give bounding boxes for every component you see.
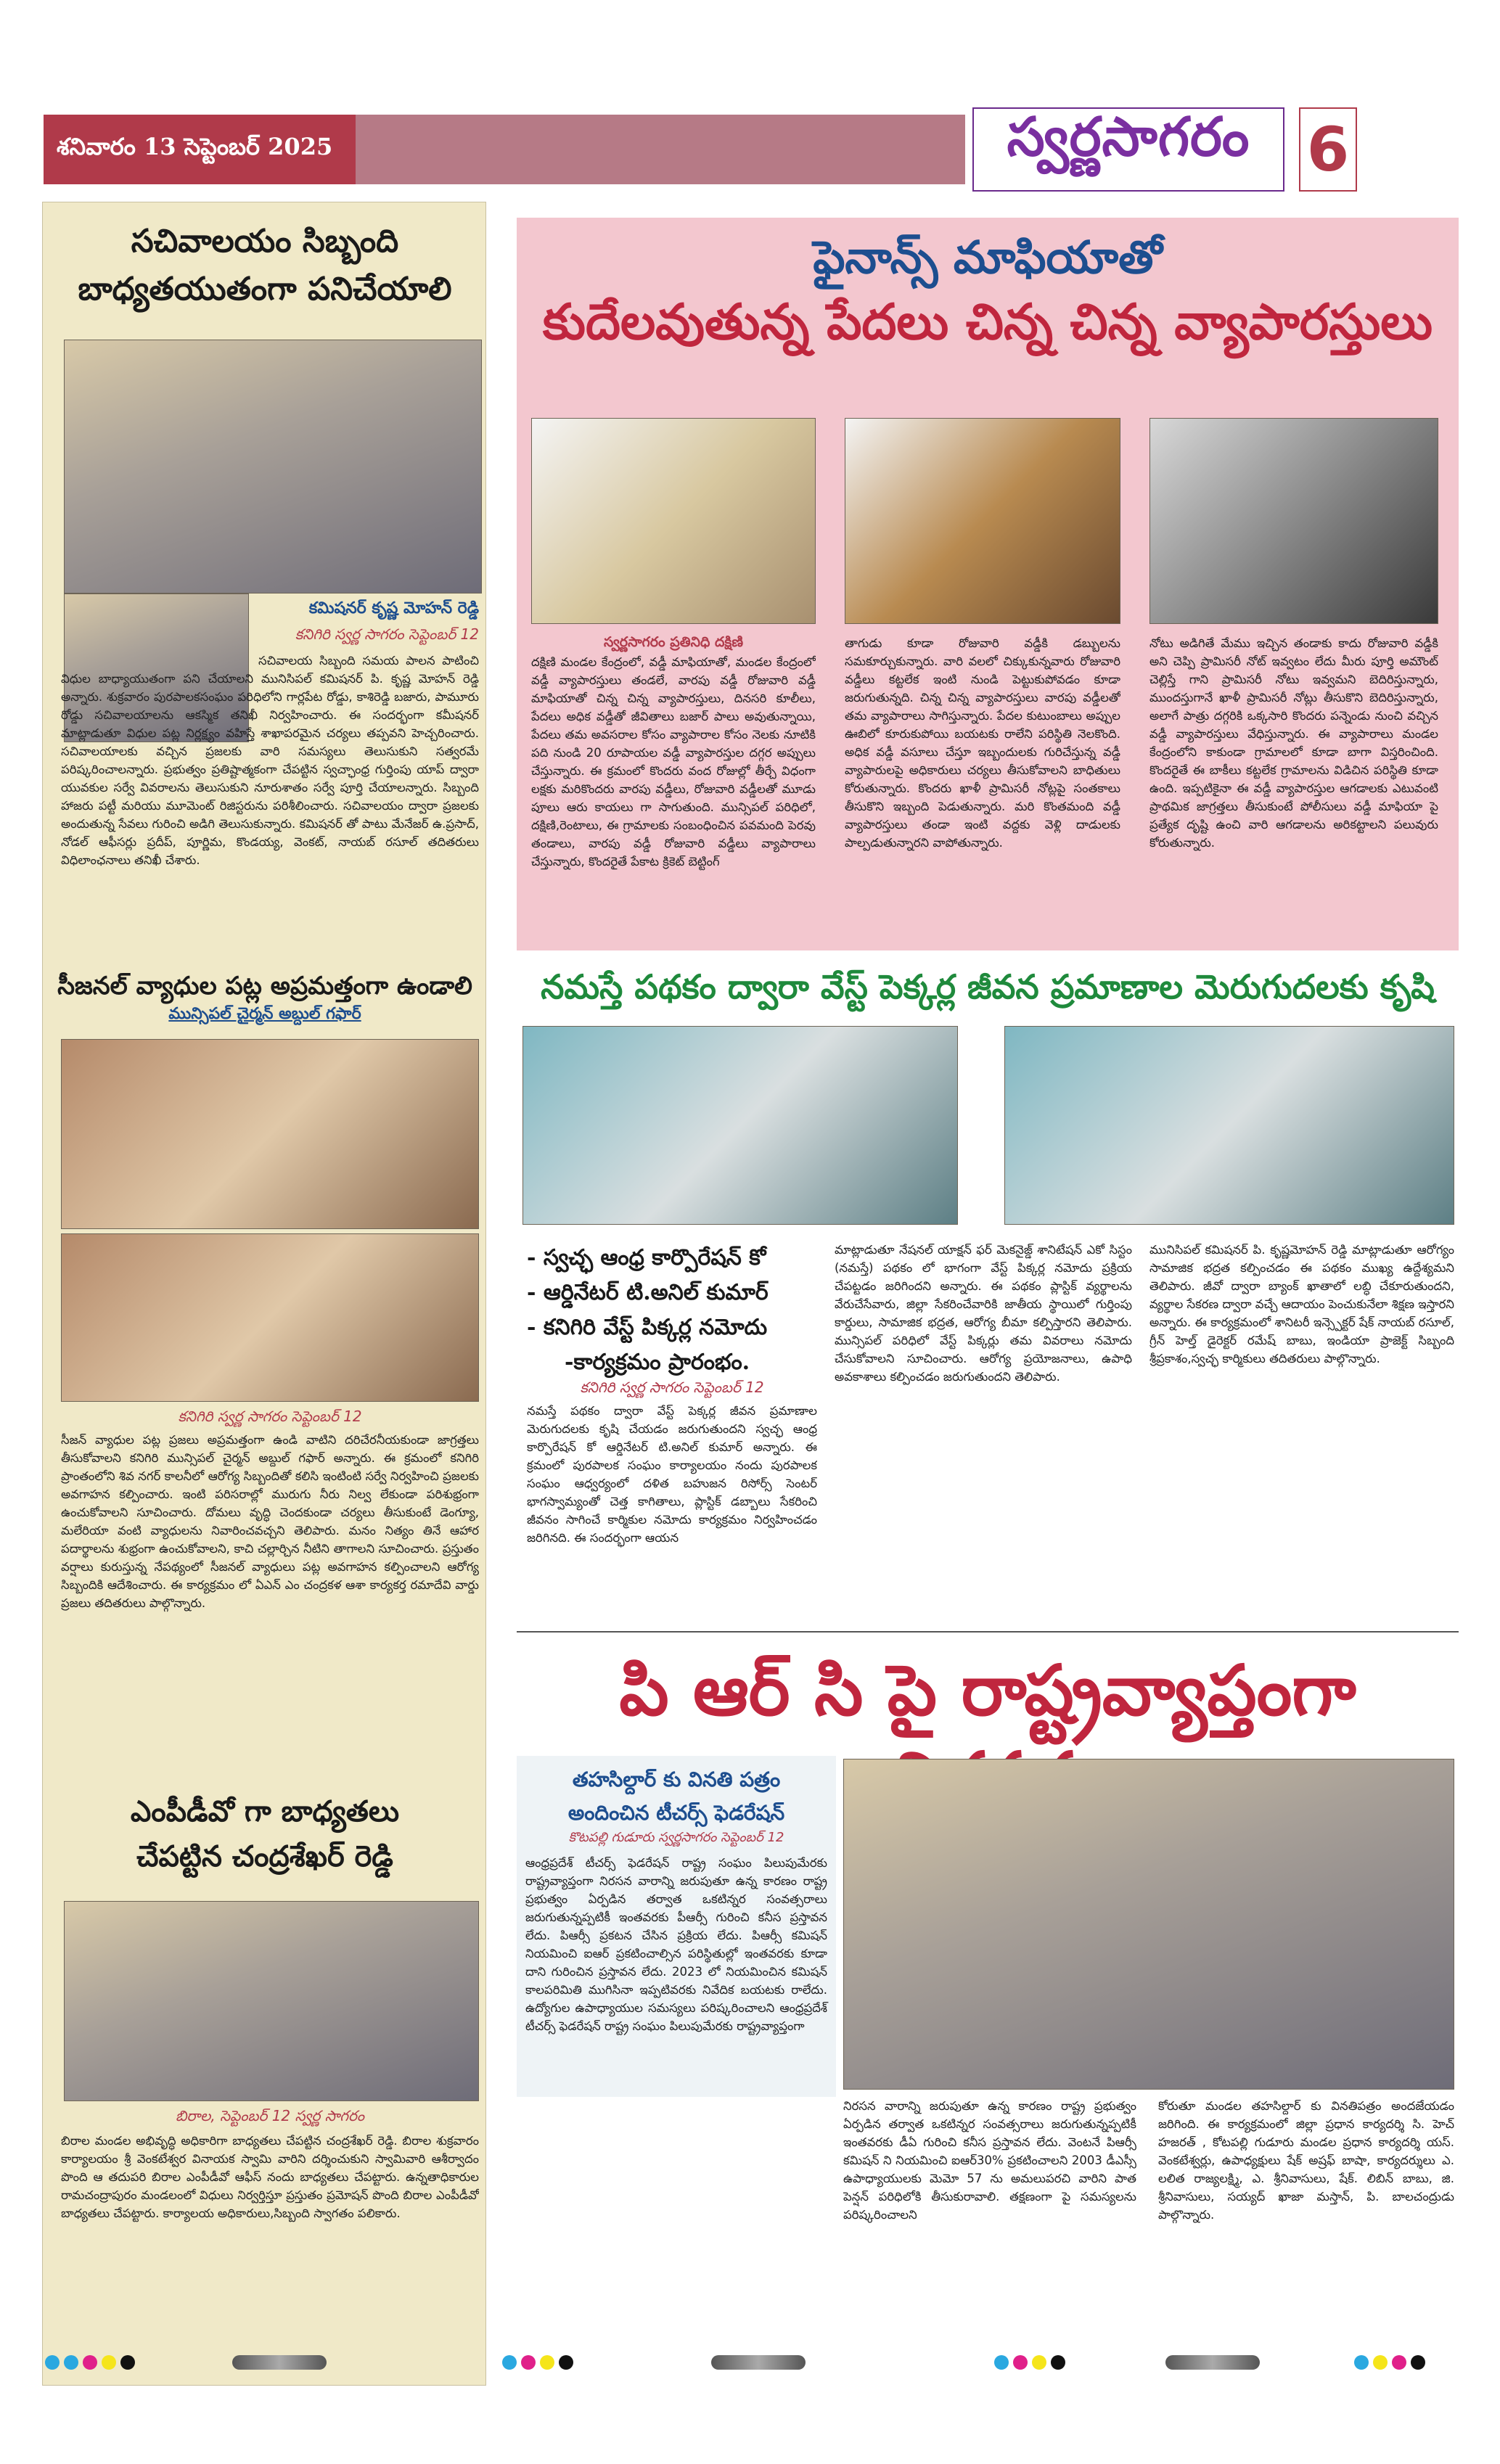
prc-subhead-line2: అందించిన టీచర్స్ ఫెడరేషన్ [567, 1801, 785, 1825]
story2-subhead: మున్సిపల్ చైర్మన్ అబ్దుల్ గఫార్ [168, 1004, 361, 1023]
reg-dot-cyan [1354, 2355, 1369, 2370]
reg-dot-cyan [502, 2355, 517, 2370]
reg-dot-black [1411, 2355, 1425, 2370]
section-divider [517, 1631, 1459, 1633]
story3-headline-line2: చేపట్టిన చంద్రశేఖర్ రెడ్డి [136, 1839, 393, 1873]
namaste-meeting-photo-1 [522, 1026, 958, 1225]
story2-body: సీజన్ వ్యాధుల పట్ల ప్రజలు అప్రమత్తంగా ఉండి వాటిని దరిచేరనీయకుండా జాగ్రత్తలు తీసుకోవాలని కనిగిరి మున్సిపల్ చైర్మన్ అబ్దుల్ గఫార్ అన్నారు. ఈ క్రమంలో కనిగిరి ప్రాంతంలోని శివ నగర్ కాలనీలో ఆరోగ్య సిబ్బందితో కలిసి ఇంటింటి సర్వే నిర్వహించి ప్రజలకు అవగాహన కల్పించారు. ఇంటి పరిసరాల్లో మురుగు నీరు నిల్వ లేకుండా పరిశుభ్రంగా ఉంచుకోవాలని సూచించారు. దోమలు వృద్ధి చెందకుండా చర్యలు తీసుకుంటే డెంగ్యూ, మలేరియా వంటి వ్యాధులను నివారించవచ్చని తెలిపారు. మనం నిత్యం తినే ఆహార పదార్థాలను శుభ్రంగా ఉంచుకోవాలని, కాచి చల్లార్చిన నీటిని తాగాలని సూచించారు. ప్రస్తుతం వర్షాలు కురుస్తున్న నేపథ్యంలో సీజనల్ వ్యాధులు పట్ల అవగాహన కల్పించాలని ఆరోగ్య సిబ్బందికి ఆదేశించారు. ఈ కార్యక్రమం లో ఏఎన్ ఎం చంద్రకళ ఆశా కార్యకర్త రమాదేవి వార్డు ప్రజలు తదితరులు పాల్గొన్నారు. [61, 1433, 479, 1610]
namaste-body-col3: మునిసిపల్ కమిషనర్ పి. కృష్ణమోహన్ రెడ్డి మాట్లాడుతూ ఆరోగ్యం సామాజిక భద్రత కల్పించడం ఈ పథకం ముఖ్య ఉద్దేశ్యమని తెలిపారు. జీవో ద్వారా బ్యాంక్ ఖాతాలో లబ్ధి చేకూరుతుందని, వ్యర్థాల సేకరణ ద్వారా వచ్చే ఆదాయం పెంచుకునేలా శిక్షణ ఇస్తారని అన్నారు. ఈ కార్యక్రమంలో శానిటరీ ఇన్స్పెక్టర్ షేక్ నాయబ్ రసూల్, గ్రీన్ హెల్త్ డైరెక్టర్ రమేష్ బాబు, ఇండియా ప్రాజెక్ట్ సిబ్బంది శ్రీప్రకాశం,స్వచ్ఛ కార్మికులు తదితరులు పాల్గొన్నారు. [1149, 1243, 1454, 1366]
logo-text: స్వర్ణసాగరం [1007, 106, 1250, 168]
mpdo-office-photo [64, 1901, 479, 2101]
reg-bar [1165, 2355, 1260, 2370]
reg-dot-magenta [83, 2355, 97, 2370]
finance-byline: స్వర్ణసాగరం ప్రతినిధి దక్షిణి [603, 634, 744, 650]
finance-headline-line1: ఫైనాన్స్ మాఫియాతో [813, 231, 1163, 284]
reg-dot-black [1051, 2355, 1065, 2370]
masthead-decor-bar [356, 115, 965, 184]
reg-dot-cyan [64, 2355, 78, 2370]
story1-headline [51, 218, 479, 313]
story2-headline: సీజనల్ వ్యాధుల పట్ల అప్రమత్తంగా ఉండాలి [57, 972, 472, 1001]
story1-headline-line2: బాధ్యతయుతంగా పనిచేయాలి [78, 271, 452, 308]
prc-headline: పి ఆర్ సి పై రాష్ట్రవ్యాప్తంగా [619, 1649, 1356, 1731]
prc-subhead-line1: తహసిల్దార్ కు వినతి పత్రం [572, 1767, 781, 1791]
reg-dot-yellow [540, 2355, 554, 2370]
date-strip [44, 115, 356, 184]
finance-headline-banner [517, 218, 1459, 392]
story3-headline-line1: ఎంపీడీవో గా బాధ్యతలు [130, 1794, 400, 1828]
namaste-bullet: -కార్యక్రమం ప్రారంభం. [565, 1350, 750, 1375]
reg-dot-magenta [1013, 2355, 1028, 2370]
page-number: 6 [1299, 107, 1357, 192]
money-bag-photo [845, 418, 1120, 624]
namaste-bullet: - ఆర్డినేటర్ టి.అనిల్ కుమార్ [527, 1280, 769, 1305]
story1-headline-line1: సచివాలయం సిబ్బంది [131, 223, 399, 260]
distressed-person-photo [1149, 418, 1438, 624]
namaste-bullet: - స్వచ్ఛ ఆంధ్ర కార్పొరేషన్ కో [527, 1245, 766, 1270]
story2-dateline: కనిగిరి స్వర్ణ సాగరం సెప్టెంబర్ 12 [178, 1408, 362, 1425]
issue-date: శనివారం 13 సెప్టెంబర్ 2025 [57, 133, 333, 160]
story3-dateline: బిరాల, సెప్టెంబర్ 12 స్వర్ణ సాగరం [176, 2107, 364, 2124]
prc-subhead-box [517, 1756, 836, 2097]
namaste-headline: నమస్తే పథకం ద్వారా వేస్ట్ పెక్కర్ల జీవన ప్రమాణాల మెరుగుదలకు కృషి [541, 967, 1435, 1006]
reg-dot-magenta [521, 2355, 536, 2370]
reg-dot-cyan [994, 2355, 1009, 2370]
namaste-bullet-list [527, 1241, 817, 1380]
story1-body: సచివాలయ సిబ్బంది సమయ పాలన పాటించి విధుల బాధ్యాయుతంగా పని చేయాలని మునిసిపల్ కమిషనర్ పి. కృష్ణ మోహన్ రెడ్డి అన్నారు. శుక్రవారం పురపాలకసంఘం పరిధిలోని గార్లపేట రోడ్డు, కాశిరెడ్డి బజారు, పామూరు రోడ్డు సచివాలయాలను ఆకస్మిక తనిఖీ నిర్వహించారు. ఈ సందర్భంగా కమీషనర్ మాట్లాడుతూ విధుల పట్ల నిర్లక్ష్యం వహిస్తే శాఖాపరమైన చర్యలు తప్పవని హెచ్చరించారు. సచివాలయాలకు వచ్చిన ప్రజలకు వారి సమస్యలు తెలుసుకుని సత్వరమే పరిష్కరించాలన్నారు. ప్రభుత్వం ప్రతిష్టాత్మకంగా చేపట్టిన స్వచ్ఛాంధ్ర గుర్తింపు యాప్ ద్వారా యువకుల సర్వే వివరాలను తెలుసుకుని నూరుశాతం సర్వే పూర్తి చేయాలన్నారు. సిబ్బంది హాజరు పట్టీ మరియు మూమెంట్ రిజిస్టరును పరిశీలించారు. సచివాలయం ద్వారా ప్రజలకు అందుతున్న సేవలు గురించి అడిగి తెలుసుకున్నారు. కమిషనర్ తో పాటు మేనేజర్ ఉ.ప్రసాద్, నోడల్ ఆఫీసర్లు ప్రదీప్, పూర్ణిమ, కొండయ్య, వెంకట్, నాయబ్ రసూల్ తదితరులు విధిలాంఛనాలు తనిఖీ చేశారు. [61, 654, 479, 867]
prc-body-col2: నిరసన వారాన్ని జరుపుతూ ఉన్న కారణం రాష్ట్ర ప్రభుత్వం ఏర్పడిన తర్వాత ఒకటిన్నర సంవత్సరాలు జరుగుతున్నప్పటికీ ఇంతవరకు డీఏ గురించి కనీస ప్రస్తావన లేదు. వెంటనే పిఆర్సీ కమిషన్ ని నియమించి ఐఆర్30% ప్రకటించాలని 2003 డీఎస్సీ ఉపాధ్యాయులకు మెమో 57 ను అమలుపరచి వారిని పాత పెన్షన్ పరిధిలోకి తీసుకురావాలి. తక్షణంగా పై సమస్యలను పరిష్కరించాలని [843, 2099, 1136, 2222]
commissioner-office-photo [64, 340, 482, 594]
health-survey-photo-2 [61, 1233, 479, 1402]
reg-dot-magenta [1392, 2355, 1406, 2370]
teachers-federation-photo [843, 1759, 1454, 2090]
reg-dot-cyan [45, 2355, 60, 2370]
newspaper-logo [972, 107, 1284, 192]
finance-headline-line2: కుదేలవుతున్న పేదలు చిన్న చిన్న వ్యాపారస్తులు [542, 293, 1433, 351]
finance-body-col2: తాగుడు కూడా రోజువారి వడ్డీకి డబ్బులను సమకూర్చుకున్నారు. వారి వలలో చిక్కుకున్నవారు రోజువారి వడ్డీలు కట్టలేక ఇంటి నుండి పెట్టుకుపోవడం కూడా జరుగుతున్నది. చిన్న చిన్న వ్యాపారస్తులు వారపు వడ్డీలతో తమ వ్యాపారాలు సాగిస్తున్నారు. పేదల కుటుంబాలు అప్పుల ఊబిలో కూరుకుపోయి బయటకు రాలేని పరిస్థితి నెలకొంది. అధిక వడ్డీ వసూలు చేస్తూ ఇబ్బందులకు గురిచేస్తున్న వడ్డీ వ్యాపారులపై అధికారులు చర్యలు తీసుకోవాలని బాధితులు కోరుతున్నారు. కొందరు ఖాళీ ప్రామిసరీ నోట్లపై సంతకాలు తీసుకొని ఇబ్బంది పెడుతున్నారు. మరి కొంతమంది వడ్డీ వ్యాపారస్తులు తండా ఇంటి వద్దకు వెళ్లి దాడులకు పాల్పడుతున్నారని వాపోతున్నారు. [845, 636, 1120, 850]
story1-caption: కమిషనర్ కృష్ణ మోహన్ రెడ్డి [308, 599, 479, 617]
namaste-body-col1: నమస్తే పథకం ద్వారా వేస్ట్ పెక్కర్ల జీవన ప్రమాణాల మెరుగుదలకు కృషి చేయడం జరుగుతుందని స్వచ్ఛ ఆంధ్ర కార్పొరేషన్ కో ఆర్డినేటర్ టి.అనిల్ కుమార్ అన్నారు. ఈ క్రమంలో పురపాలక సంఘం కార్యాలయం నందు పురపాలక సంఘం ఆధ్వర్యంలో దళిత బహుజన రిసోర్స్ సెంటర్ భాగస్వామ్యంతో చెత్త కాగితాలు, ప్లాస్టిక్ డబ్బాలు సేకరించి జీవనం సాగించే కార్మికుల నమోదు కార్యక్రమం నిర్వహించడం జరిగినది. ఈ సందర్భంగా ఆయన [527, 1404, 817, 1545]
finance-body-col1: దక్షిణి మండల కేంద్రంలో, వడ్డీ మాఫియాతో, మండల కేంద్రంలో వడ్డీ వ్యాపారస్తులు తండలే, వారపు వడ్డీ రోజువారి వడ్డీ మాఫియాతో చిన్న చిన్న వ్యాపారస్తులు, దినసరి కూలీలు, పేదలు అధిక వడ్డీతో జీవితాలు బజార్ పాలు అవుతున్నాయి, పేదలు తమ అవసరాల కోసం వ్యాపారాల కోసం నెలకు నూటికి పది నుండి 20 రూపాయల వడ్డీ వ్యాపారస్తుల దగ్గర అప్పులు చేస్తున్నారు. ఈ క్రమంలో కొందరు వంద రోజుల్లో తీర్చే విధంగా లక్షకు మరికొందరు వారపు వడ్డీలు, రోజువారి వడ్డీలతో మూడు పూలు ఆరు కాయలు గా సాగుతుంది. మున్సిపల్ పరిధిలో, దక్షిణి,రెంటాలు, ఈ గ్రామాలకు సంబంధించిన పవమంది పెరవు తండాలు, వారపు వడ్డీ రోజువారి వడ్డీలు వ్యాపారాలు చేస్తున్నారు, కొందరైతే పేకాట క్రికెట్ బెట్టింగ్ [531, 655, 816, 868]
prc-body-col3: కోరుతూ మండల తహసిల్దార్ కు వినతిపత్రం అందజేయడం జరిగింది. ఈ కార్యక్రమంలో జిల్లా ప్రధాన కార్యదర్శి సి. హెచ్ హజరత్ , కోటపల్లి గుడూరు మండల ప్రధాన కార్యదర్శి యస్. వెంకటేశ్వర్లు, ఉపాధ్యక్షులు షేక్ అష్రఫ్ బాషా, కార్యదర్శులు ఎ. లలిత రాజ్యలక్ష్మి, ఎ. శ్రీనివాసులు, షేక్. లిబిన్ బాబు, జి. శ్రీనివాసులు, సయ్యద్ ఖాజా మస్తాన్, పి. బాలచంద్రుడు పాల్గొన్నారు. [1158, 2099, 1454, 2222]
story1-dateline: కనిగిరి స్వర్ణ సాగరం సెప్టెంబర్ 12 [295, 625, 479, 643]
story3-body: బిరాల మండల అభివృద్ధి అధికారిగా బాధ్యతలు చేపట్టిన చంద్రశేఖర్ రెడ్డి. బిరాల శుక్రవారం కార్యాలయం శ్రీ వెంకటేశ్వర వినాయక స్వామి వారిని దర్శించుకుని స్వామివారి ఆశీర్వాదం పొంది ఆ తదుపరి బిరాల ఎంపీడీవో ఆఫీస్ నందు బాధ్యతలు చేపట్టారు. ఉన్నతాధికారుల రామచంద్రాపురం మండలంలో విధులు నిర్వర్తిస్తూ ప్రస్తుతం ప్రమోషన్ పొంది బిరాల ఎంపీడీవో బాధ్యతలు చేపట్టారు. కార్యాలయ అధికారులు,సిబ్బంది స్వాగతం పలికారు. [61, 2134, 479, 2220]
money-exchange-photo [531, 418, 816, 624]
namaste-dateline: కనిగిరి స్వర్ణ సాగరం సెప్టెంబర్ 12 [580, 1379, 764, 1396]
reg-dot-yellow [1032, 2355, 1046, 2370]
reg-bar [711, 2355, 806, 2370]
namaste-bullet: - కనిగిరి వేస్ట్ పిక్కర్ల నమోదు [527, 1315, 768, 1340]
namaste-meeting-photo-2 [1004, 1026, 1454, 1225]
reg-dot-yellow [102, 2355, 116, 2370]
prc-dateline: కొటపల్లి గుడూరు స్వర్ణసాగరం సెప్టెంబర్ 12 [568, 1830, 784, 1845]
reg-bar [232, 2355, 327, 2370]
namaste-body-col2: మాట్లాడుతూ నేషనల్ యాక్షన్ ఫర్ మెకనైజ్డ్ శానిటేషన్ ఎకో సిస్టం (నమస్తే) పథకం లో భాగంగా వేస్ట్ పిక్కర్ల నమోదు ప్రక్రియ చేపట్టడం జరిగిందని అన్నారు. ఈ పథకం ప్లాస్టిక్ వ్యర్థాలను వేరుచేసేవారు, జిల్లా సేకరించేవారికి జాతీయ స్థాయిలో గుర్తింపు కార్డులు, సామాజిక భద్రత, ఆరోగ్య బీమా కల్పిస్తారని తెలిపారు. మున్సిపల్ పరిధిలో వేస్ట్ పిక్కర్లు తమ వివరాలు నమోదు చేసుకోవాలని సూచించారు. ఆరోగ్య ప్రయోజనాలు, ఉపాధి అవకాశాలు కల్పించడం జరుగుతుందని తెలిపారు. [835, 1243, 1132, 1384]
story3-headline [51, 1789, 479, 1879]
prc-body-col1: ఆంధ్రప్రదేశ్ టీచర్స్ ఫెడరేషన్ రాష్ట్ర సంఘం పిలుపుమేరకు రాష్ట్రవ్యాప్తంగా నిరసన వారాన్ని జరుపుతూ ఉన్న కారణం రాష్ట్ర ప్రభుత్వం ఏర్పడిన తర్వాత ఒకటిన్నర సంవత్సరాలు జరుగుతున్నప్పటికీ ఇంతవరకు పీఆర్సీ గురించి కనీస ప్రస్తావన లేదు. పిఆర్సీ ప్రకటన చేసిన ప్రక్రియ లేదు. పిఆర్సీ కమిషన్ నియమించి ఐఆర్ ప్రకటించాల్సిన పరిస్థితుల్లో ఇంతవరకు కూడా దాని గురించిన ప్రస్తావన లేదు. 2023 లో నియమించిన కమిషన్ కాలపరిమితి ముగిసినా ఇప్పటివరకు నివేదిక బయటకు రాలేదు. ఉద్యోగుల ఉపాధ్యాయుల సమస్యలు పరిష్కరించాలని ఆంధ్రప్రదేశ్ టీచర్స్ ఫెడరేషన్ రాష్ట్ర సంఘం పిలుపుమేరకు రాష్ట్రవ్యాప్తంగా [525, 1856, 827, 2033]
health-survey-photo-1 [61, 1039, 479, 1229]
finance-body-col3: నోటు అడిగితే మేము ఇచ్చిన తండాకు కాదు రోజువారి వడ్డీకి అని చెప్పి ప్రామిసరీ నోట్ ఇవ్వటం లేదు మీరు పూర్తి అమౌంట్ చెల్లిస్తే గాని ప్రామిసరీ నోటు ఇవ్వమని బెదిరిస్తున్నారు, ముందస్తుగానే ఖాళీ ప్రామిసరీ నోట్లు తీసుకొని బెదిరిస్తున్నారు, అలాగే పాత్రు దగ్గరికి ఒక్కసారి కొందరు పన్నెండు నుంచి వచ్చిన వడ్డీ వ్యాపారస్తులు వేధిస్తున్నారు. ఈ వ్యాపారాలు మండల కేంద్రంలోని కాకుండా గ్రామాలలో కూడా బాగా విస్తరించింది. కొందరైతే ఈ బాకీలు కట్టలేక గ్రామాలను విడిచిన పరిస్థితి కూడా ఉంది. ఇప్పటికైనా ఈ వడ్డీ వ్యాపారస్తుల ఆగడాలకు ఎటువంటి ప్రాథమిక జాగ్రత్తలు తీసుకుంటే పోలీసులు వడ్డీ మాఫియా పై ప్రత్యేక దృష్టి ఉంచి వారి ఆగడాలను అరికట్టాలని పలువురు కోరుతున్నారు. [1149, 636, 1438, 850]
reg-dot-yellow [1373, 2355, 1388, 2370]
reg-dot-black [120, 2355, 135, 2370]
reg-dot-black [559, 2355, 573, 2370]
